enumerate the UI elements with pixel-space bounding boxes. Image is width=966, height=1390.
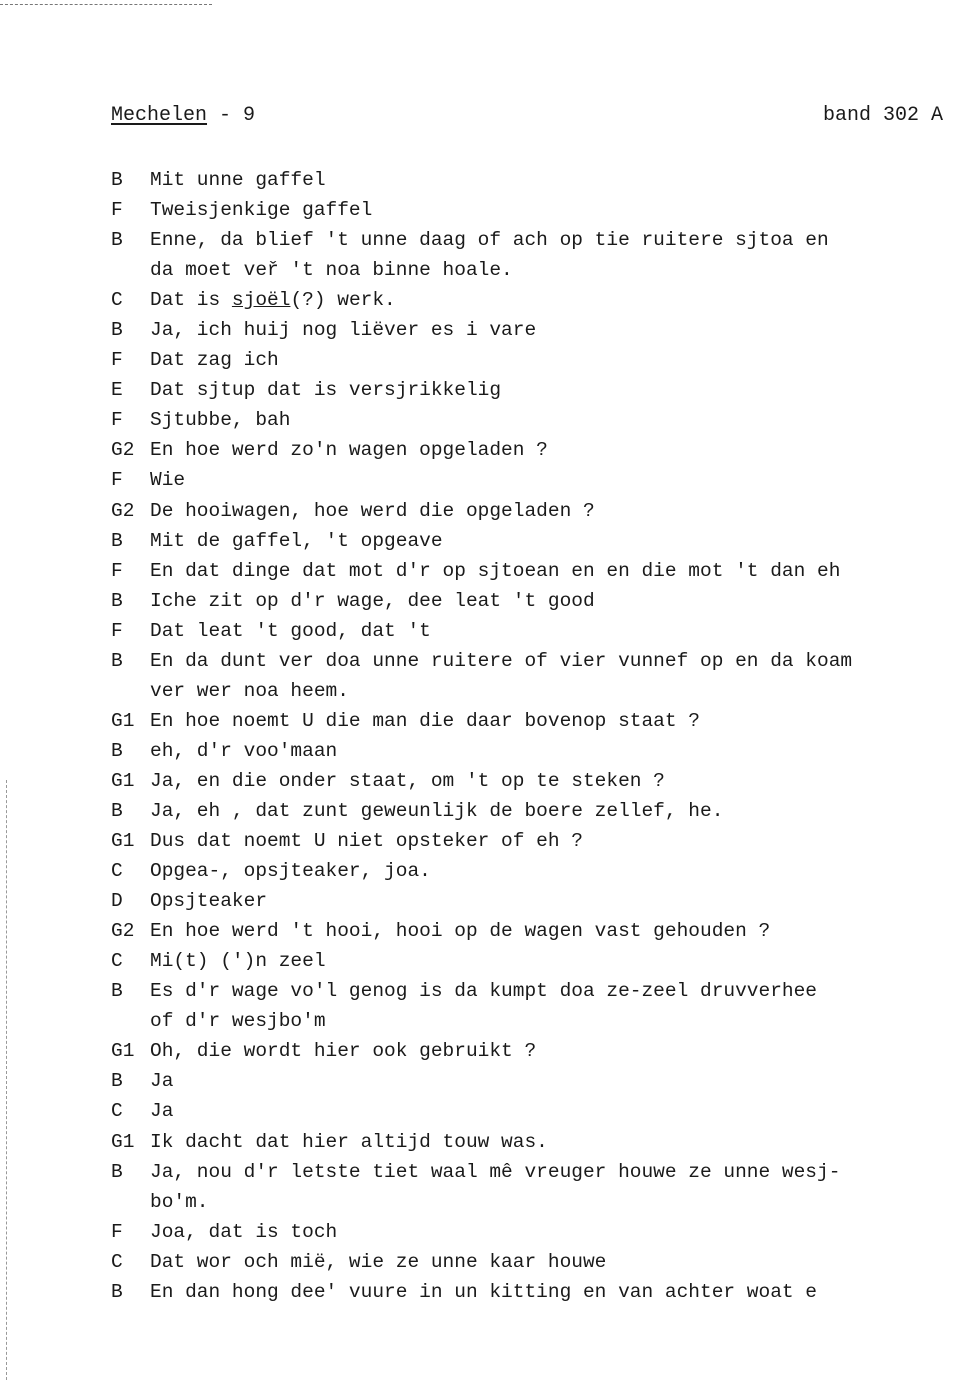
transcript-line xyxy=(111,1247,911,1277)
transcript-line xyxy=(111,796,911,826)
transcript-line xyxy=(111,526,911,556)
speaker-label: C xyxy=(111,860,123,883)
speaker-label: F xyxy=(111,469,123,492)
line-text: Mi(t) (')n zeel xyxy=(150,950,326,973)
speaker-label: B xyxy=(111,799,123,822)
speaker-label: B xyxy=(111,649,123,672)
transcript-line xyxy=(111,616,911,646)
transcript-line xyxy=(111,496,911,526)
transcript-line xyxy=(111,1096,911,1126)
line-text: Dat leat 't good, dat 't xyxy=(150,619,431,642)
page-header xyxy=(111,104,943,134)
transcript-line xyxy=(111,255,911,285)
speaker-label: B xyxy=(111,589,123,612)
line-text: da moet veř 't noa binne hoale. xyxy=(150,259,513,282)
header-page-number: - 9 xyxy=(207,104,256,127)
speaker-label: E xyxy=(111,379,123,402)
speaker-label: F xyxy=(111,199,123,222)
speaker-label: G1 xyxy=(111,769,135,792)
line-text: Mit unne gaffel xyxy=(150,169,326,191)
speaker-label: C xyxy=(111,1100,123,1123)
speaker-label: F xyxy=(111,1220,123,1243)
line-text xyxy=(150,285,911,315)
transcript-line xyxy=(111,225,911,255)
speaker-label: B xyxy=(111,169,123,191)
line-text: Oh, die wordt hier ook gebruikt ? xyxy=(150,1040,537,1063)
speaker-label: C xyxy=(111,1250,123,1273)
header-place: Mechelen xyxy=(111,104,208,127)
transcript-line xyxy=(111,405,911,435)
transcript-line xyxy=(111,556,911,586)
transcript-line xyxy=(111,165,911,195)
top-dashed-rule xyxy=(0,4,212,5)
transcript-line xyxy=(111,976,911,1006)
transcript xyxy=(111,165,911,1307)
transcript-line xyxy=(111,646,911,676)
line-text: Wie xyxy=(150,469,186,492)
speaker-label: B xyxy=(111,739,123,762)
line-text: En dan hong dee' vuure in un kitting en van achter woat e xyxy=(150,1280,818,1303)
speaker-label: B xyxy=(111,319,123,342)
speaker-label: B xyxy=(111,229,123,252)
line-text: Dat zag ich xyxy=(150,349,279,372)
speaker-label: G1 xyxy=(111,830,135,853)
header-band: band 302 A xyxy=(822,104,943,127)
line-text: En da dunt ver doa unne ruitere of vier vunnef op en da koam xyxy=(150,649,853,672)
speaker-label: G1 xyxy=(111,709,135,732)
line-text: En hoe werd 't hooi, hooi op de wagen vast gehouden ? xyxy=(150,920,771,943)
header-title xyxy=(111,104,255,127)
line-text: Dus dat noemt U niet opsteker of eh ? xyxy=(150,830,583,853)
line-text-after: (?) werk. xyxy=(290,289,396,312)
transcript-line xyxy=(111,706,911,736)
line-text: En hoe werd zo'n wagen opgeladen ? xyxy=(150,439,548,462)
transcript-line xyxy=(111,736,911,766)
transcript-line xyxy=(111,195,911,225)
transcript-line xyxy=(111,1277,911,1307)
line-text: Opsjteaker xyxy=(150,890,268,913)
speaker-label: G2 xyxy=(111,499,135,522)
transcript-line xyxy=(111,946,911,976)
speaker-label: G1 xyxy=(111,1130,135,1153)
line-text: Ja, en die onder staat, om 't op te steken ? xyxy=(150,769,665,792)
line-text: Sjtubbe, bah xyxy=(150,409,291,432)
transcript-line xyxy=(111,766,911,796)
line-text: Ja, nou d'r letste tiet waal mê vreuger houwe ze unne wesj- xyxy=(150,1160,841,1183)
speaker-label: D xyxy=(111,890,123,913)
speaker-label: C xyxy=(111,950,123,973)
transcript-line xyxy=(111,1187,911,1217)
speaker-label: F xyxy=(111,409,123,432)
line-text: Iche zit op d'r wage, dee leat 't good xyxy=(150,589,595,612)
speaker-label: B xyxy=(111,980,123,1003)
line-text: Ik dacht dat hier altijd touw was. xyxy=(150,1130,548,1153)
speaker-label: G1 xyxy=(111,1040,135,1063)
transcript-line xyxy=(111,345,911,375)
transcript-line xyxy=(111,916,911,946)
line-text-before: Dat is xyxy=(150,289,232,312)
line-text: Ja xyxy=(150,1100,174,1123)
transcript-line xyxy=(111,676,911,706)
speaker-label: F xyxy=(111,619,123,642)
line-text: ver wer noa heem. xyxy=(150,679,349,702)
speaker-label: B xyxy=(111,1160,123,1183)
transcript-line xyxy=(111,856,911,886)
transcript-line xyxy=(111,1127,911,1157)
speaker-label: F xyxy=(111,559,123,582)
line-text: of d'r wesjbo'm xyxy=(150,1010,326,1033)
speaker-label: B xyxy=(111,1280,123,1303)
line-text: Mit de gaffel, 't opgeave xyxy=(150,529,443,552)
underlined-word: sjoël xyxy=(231,289,291,312)
speaker-label: G2 xyxy=(111,920,135,943)
speaker-label: B xyxy=(111,529,123,552)
speaker-label: G2 xyxy=(111,439,135,462)
transcript-line xyxy=(111,1006,911,1036)
speaker-label: B xyxy=(111,1070,123,1093)
line-text: En dat dinge dat mot d'r op sjtoean en en die mot 't dan eh xyxy=(150,559,841,582)
line-text: Ja, eh , dat zunt geweunlijk de boere zellef, he. xyxy=(150,799,724,822)
transcript-line xyxy=(111,586,911,616)
transcript-line xyxy=(111,375,911,405)
line-text: Es d'r wage vo'l genog is da kumpt doa ze-zeel druvverhee xyxy=(150,980,818,1003)
line-text: Ja, ich huij nog liëver es i vare xyxy=(150,319,537,342)
line-text: Enne, da blief 't unne daag of ach op tie ruitere sjtoa en xyxy=(150,229,829,252)
line-text: Opgea-, opsjteaker, joa. xyxy=(150,860,431,883)
transcript-line xyxy=(111,1157,911,1187)
line-text: Ja xyxy=(150,1070,174,1093)
left-scan-line xyxy=(6,780,7,1380)
line-text: Dat sjtup dat is versjrikkelig xyxy=(150,379,502,402)
transcript-line xyxy=(111,886,911,916)
transcript-line xyxy=(111,435,911,465)
transcript-line xyxy=(111,1036,911,1066)
transcript-line xyxy=(111,315,911,345)
line-text: Joa, dat is toch xyxy=(150,1220,338,1243)
transcript-line xyxy=(111,1217,911,1247)
transcript-line xyxy=(111,465,911,495)
transcript-line xyxy=(111,826,911,856)
line-text: Dat wor och mië, wie ze unne kaar houwe xyxy=(150,1250,607,1273)
speaker-label: F xyxy=(111,349,123,372)
speaker-label: C xyxy=(111,289,123,312)
transcript-line xyxy=(111,285,911,315)
line-text: De hooiwagen, hoe werd die opgeladen ? xyxy=(150,499,595,522)
transcript-line xyxy=(111,1066,911,1096)
line-text: bo'm. xyxy=(150,1190,209,1213)
line-text: En hoe noemt U die man die daar bovenop staat ? xyxy=(150,709,700,732)
line-text: eh, d'r voo'maan xyxy=(150,739,338,762)
line-text: Tweisjenkige gaffel xyxy=(150,199,373,222)
